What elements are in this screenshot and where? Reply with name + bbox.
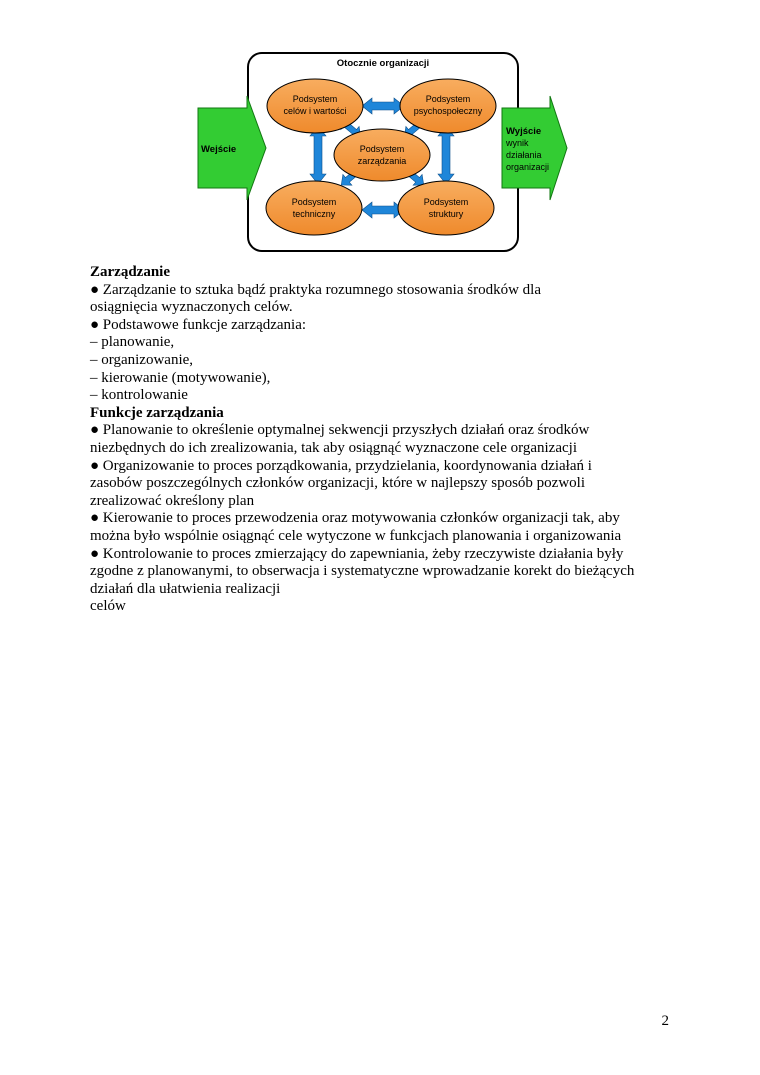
list-item: – kontrolowanie xyxy=(90,387,188,404)
text-line: ● Podstawowe funkcje zarządzania: xyxy=(90,316,307,333)
node-goals-line1: Podsystem xyxy=(292,94,338,104)
node-management-line1: Podsystem xyxy=(359,144,405,154)
list-item: – kierowanie (motywowanie), xyxy=(90,369,271,386)
node-structure-line2: struktury xyxy=(428,209,464,219)
output-label: Wyjście xyxy=(506,126,542,137)
organization-diagram xyxy=(0,0,760,260)
input-label: Wejście xyxy=(201,144,237,155)
node-psycho-line1: Podsystem xyxy=(425,94,471,104)
text-line: ● Kontrolowanie to proces zmierzający do zapewniania, żeby rzeczywiste działania były xyxy=(90,545,624,562)
page-number: 2 xyxy=(661,1013,669,1029)
node-structure-line1: Podsystem xyxy=(423,197,469,207)
text-line: ● Kierowanie to proces przewodzenia oraz motywowania członków organizacji tak, aby xyxy=(90,510,620,527)
text-line: działań dla ułatwienia realizacji xyxy=(90,580,281,597)
node-structure xyxy=(398,181,494,235)
section-heading-funkcje: Funkcje zarządzania xyxy=(90,404,224,421)
text-line: celów xyxy=(90,598,126,615)
text-line: można było wspólnie osiągnąć cele wytyczone w funkcjach planowania i organizowania xyxy=(90,527,622,544)
output-desc-1: wynik xyxy=(506,138,529,148)
text-line: ● Planowanie to określenie optymalnej sekwencji przyszłych działań oraz środków xyxy=(90,422,590,439)
text-line: ● Organizowanie to proces porządkowania, przydzielania, koordynowania działań i xyxy=(90,457,592,474)
node-management xyxy=(334,129,430,181)
text-line: zrealizować określony plan xyxy=(90,492,255,509)
section-heading-zarzadzanie: Zarządzanie xyxy=(90,264,170,280)
text-line: niezbędnych do ich zrealizowania, tak aby osiągnąć wyznaczone cele organizacji xyxy=(90,439,577,456)
list-item: – planowanie, xyxy=(90,334,175,351)
output-desc-3: organizacji xyxy=(506,162,550,172)
text-line: ● Zarządzanie to sztuka bądź praktyka rozumnego stosowania środków dla xyxy=(90,281,541,298)
text-line: osiągnięcia wyznaczonych celów. xyxy=(90,299,293,316)
node-technical-line2: techniczny xyxy=(292,209,336,219)
node-goals-line2: celów i wartości xyxy=(283,106,347,116)
output-arrow xyxy=(502,96,567,200)
output-desc-2: działania xyxy=(506,150,542,160)
environment-title: Otocznie organizacji xyxy=(336,58,430,69)
list-item: – organizowanie, xyxy=(90,351,194,368)
document-body xyxy=(90,264,670,616)
text-line: zasobów poszczególnych członków organizacji, które w najlepszy sposób pozwoli xyxy=(90,475,585,492)
node-technical xyxy=(266,181,362,235)
text-line: zgodne z planowanymi, to obserwacja i systematyczne wprowadzanie korekt do bieżących xyxy=(90,563,635,580)
node-psycho-line2: psychospołeczny xyxy=(413,106,483,116)
node-management-line2: zarządzania xyxy=(357,156,407,166)
node-technical-line1: Podsystem xyxy=(291,197,337,207)
